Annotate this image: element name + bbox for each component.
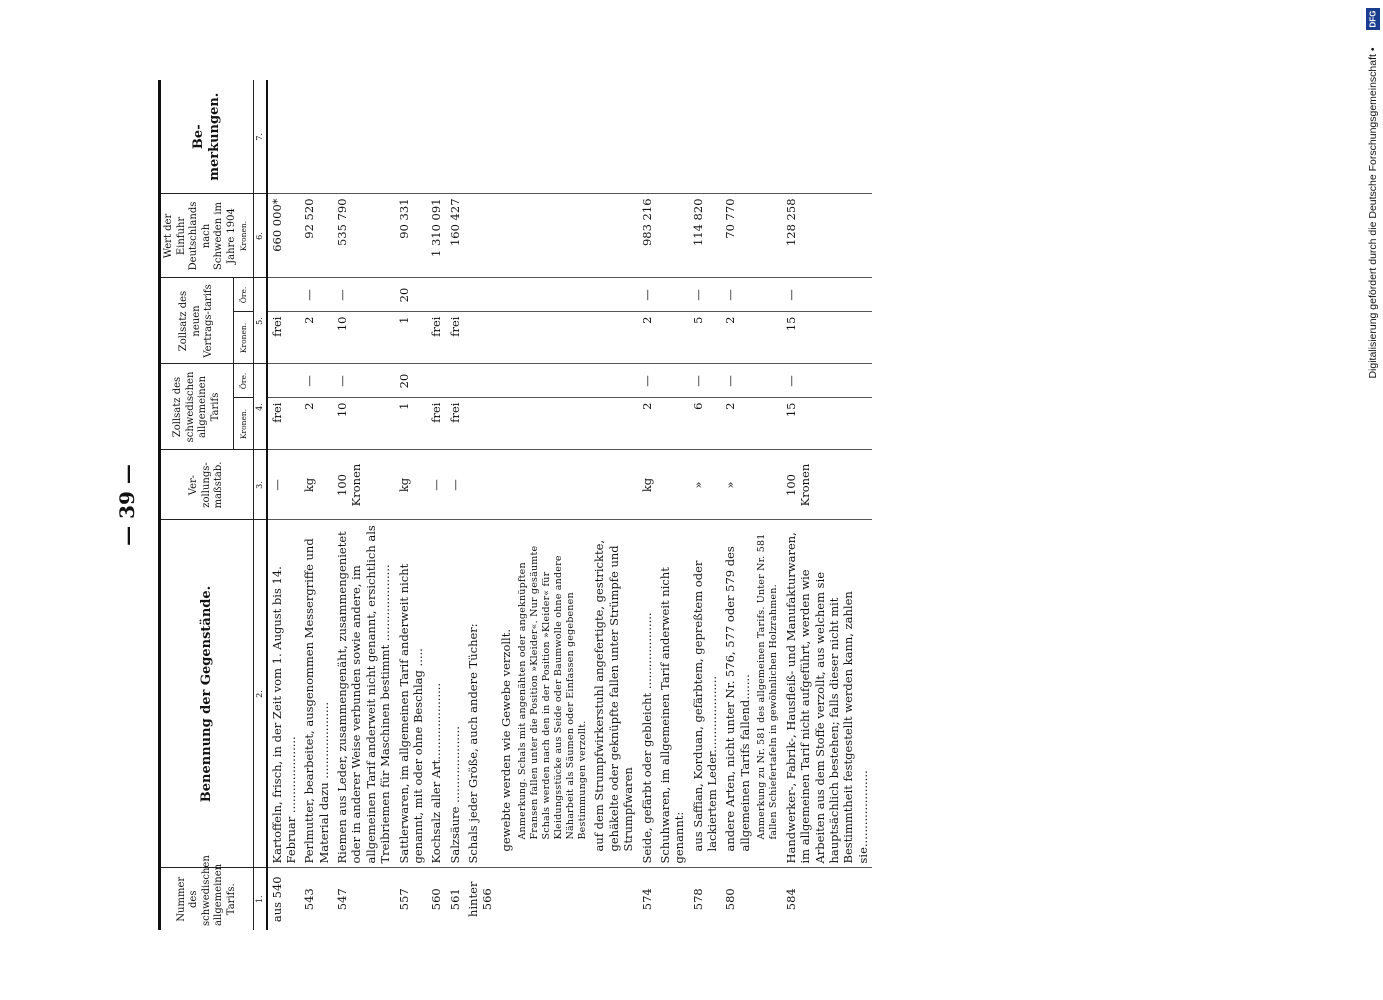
cell-unit — [656, 450, 689, 520]
cell-remarks — [267, 80, 301, 194]
cell-unit — [590, 450, 637, 520]
cell-import-value: 535 790 — [333, 194, 395, 278]
cell-unit — [515, 450, 590, 520]
cell-item-name: Riemen aus Leder, zusammengenäht, zusammengenietet oder in anderer Weise verbunden sowie andere, im allgemeinen Tarif anderweit nicht genannt, ersichtlich als Treibriemen für Maschinen bestimmt ..................... — [333, 520, 395, 868]
cell-general-oere — [464, 364, 497, 398]
table-row — [267, 80, 301, 930]
cell-unit: » — [689, 450, 722, 520]
cell-import-value: 90 331 — [395, 194, 428, 278]
cell-general-kronen: 2 — [721, 398, 754, 450]
cell-item-name: Handwerker-, Fabrik-, Hausfleiß- und Manufakturwaren, im allgemeinen Tarif nicht aufgeführt, werden wie Arbeiten aus dem Stoffe verzollt, aus welchem sie hauptsächlich bestehen; falls dieser nicht mit Bestimmtheit festgestellt werden kann, zahlen sie..................... — [782, 520, 872, 868]
cell-import-value — [590, 194, 637, 278]
cell-general-oere: — — [638, 364, 656, 398]
cell-unit — [754, 450, 782, 520]
table-row — [497, 80, 515, 930]
cell-general-kronen — [497, 398, 515, 450]
cell-general-kronen: 2 — [300, 398, 333, 450]
header-treaty-oere: Öre. — [234, 278, 253, 312]
colnum-5: 5. — [253, 278, 267, 364]
cell-tariff-number: 547 — [333, 868, 395, 930]
cell-remarks — [333, 80, 395, 194]
cell-treaty-oere — [754, 278, 782, 312]
cell-import-value: 114 820 — [689, 194, 722, 278]
cell-import-value: 70 770 — [721, 194, 754, 278]
cell-treaty-kronen — [754, 312, 782, 364]
cell-general-oere: — — [721, 364, 754, 398]
header-tariff-number: Nummer des schwedischen allgemeinen Tarifs. — [160, 868, 254, 930]
table-row — [333, 80, 395, 930]
cell-treaty-oere — [656, 278, 689, 312]
cell-treaty-oere: — — [689, 278, 722, 312]
cell-general-oere: — — [689, 364, 722, 398]
cell-unit: — — [427, 450, 445, 520]
cell-treaty-oere: 20 — [395, 278, 428, 312]
cell-item-name: Salzsäure ..................... — [446, 520, 464, 868]
cell-item-name: Schals jeder Größe, auch andere Tücher: — [464, 520, 497, 868]
cell-general-kronen: 1 — [395, 398, 428, 450]
cell-tariff-number — [656, 868, 689, 930]
cell-general-kronen: frei — [427, 398, 445, 450]
cell-treaty-kronen — [515, 312, 590, 364]
cell-treaty-kronen: 1 — [395, 312, 428, 364]
cell-item-name: Kochsalz aller Art..................... — [427, 520, 445, 868]
header-treaty-kronen: Kronen. — [234, 312, 253, 364]
cell-treaty-kronen: 2 — [721, 312, 754, 364]
cell-remarks — [446, 80, 464, 194]
cell-treaty-oere — [267, 278, 301, 312]
cell-item-name: Perlmutter, bearbeitet, ausgenommen Messergriffe und Material dazu ..................... — [300, 520, 333, 868]
cell-import-value: 128 258 — [782, 194, 872, 278]
cell-unit: 100 Kronen — [333, 450, 395, 520]
cell-unit — [497, 450, 515, 520]
cell-general-kronen — [464, 398, 497, 450]
cell-tariff-number: 561 — [446, 868, 464, 930]
cell-treaty-oere: — — [333, 278, 395, 312]
cell-general-oere — [656, 364, 689, 398]
cell-general-oere — [515, 364, 590, 398]
cell-treaty-oere — [497, 278, 515, 312]
cell-item-name: Sattlerwaren, im allgemeinen Tarif anderweit nicht genannt, mit oder ohne Beschlag ..... — [395, 520, 428, 868]
cell-treaty-kronen — [497, 312, 515, 364]
header-row — [160, 80, 234, 930]
cell-general-oere — [590, 364, 637, 398]
cell-general-oere: — — [782, 364, 872, 398]
cell-import-value — [754, 194, 782, 278]
cell-treaty-oere — [590, 278, 637, 312]
cell-import-value: 1 310 091 — [427, 194, 445, 278]
cell-remarks — [590, 80, 637, 194]
cell-import-value — [497, 194, 515, 278]
cell-treaty-oere: — — [638, 278, 656, 312]
table-row — [689, 80, 722, 930]
table-row — [754, 80, 782, 930]
tariff-table — [158, 80, 872, 930]
colnum-6: 6. — [253, 194, 267, 278]
cell-treaty-kronen: 5 — [689, 312, 722, 364]
table-row — [515, 80, 590, 930]
cell-general-oere — [267, 364, 301, 398]
cell-general-oere: — — [333, 364, 395, 398]
cell-treaty-kronen: 10 — [333, 312, 395, 364]
cell-tariff-number: 543 — [300, 868, 333, 930]
cell-item-name: gewebte werden wie Gewebe verzollt. — [497, 520, 515, 868]
colnum-3: 3. — [253, 450, 267, 520]
cell-treaty-kronen: frei — [446, 312, 464, 364]
cell-tariff-number: 557 — [395, 868, 428, 930]
header-remarks: Be-merkungen. — [160, 80, 254, 194]
cell-general-kronen: 2 — [638, 398, 656, 450]
cell-remarks — [515, 80, 590, 194]
cell-treaty-oere: — — [782, 278, 872, 312]
table-row — [464, 80, 497, 930]
cell-general-oere — [446, 364, 464, 398]
cell-remarks — [427, 80, 445, 194]
cell-unit: — — [267, 450, 301, 520]
colnum-4: 4. — [253, 364, 267, 450]
cell-tariff-number: 580 — [721, 868, 754, 930]
cell-remarks — [754, 80, 782, 194]
cell-item-name: aus Saffian, Korduan, gefärbtem, gepreßtem oder lackiertem Leder..................... — [689, 520, 722, 868]
cell-general-kronen: 10 — [333, 398, 395, 450]
table-row — [782, 80, 872, 930]
header-import-value-kronen: Kronen. — [239, 220, 248, 252]
cell-tariff-number — [497, 868, 515, 930]
cell-remarks — [464, 80, 497, 194]
table-row — [590, 80, 637, 930]
column-number-row — [253, 80, 267, 930]
page-number — [112, 440, 142, 570]
colnum-2: 2. — [253, 520, 267, 868]
cell-tariff-number: 584 — [782, 868, 872, 930]
cell-tariff-number: 574 — [638, 868, 656, 930]
header-treaty-duty: Zollsatz des neuen Vertrags-tarifs — [160, 278, 234, 364]
cell-general-kronen — [515, 398, 590, 450]
cell-treaty-kronen — [656, 312, 689, 364]
cell-general-oere: — — [300, 364, 333, 398]
cell-remarks — [656, 80, 689, 194]
cell-tariff-number: aus 540 — [267, 868, 301, 930]
cell-unit — [464, 450, 497, 520]
cell-treaty-oere: — — [300, 278, 333, 312]
cell-general-kronen: frei — [446, 398, 464, 450]
cell-general-oere — [427, 364, 445, 398]
cell-tariff-number — [754, 868, 782, 930]
cell-import-value — [656, 194, 689, 278]
credit-text: Digitalisierung gefördert durch die Deutsche Forschungsgemeinschaft • — [1367, 46, 1379, 379]
cell-treaty-kronen: frei — [267, 312, 301, 364]
cell-treaty-kronen: frei — [427, 312, 445, 364]
cell-treaty-kronen — [464, 312, 497, 364]
cell-item-name: Seide, gefärbt oder gebleicht ..................... — [638, 520, 656, 868]
cell-import-value — [515, 194, 590, 278]
cell-treaty-kronen: 15 — [782, 312, 872, 364]
tariff-table-rotated — [158, 80, 1243, 930]
cell-import-value: 160 427 — [446, 194, 464, 278]
cell-remarks — [497, 80, 515, 194]
colnum-7: 7. — [253, 80, 267, 194]
cell-general-kronen — [590, 398, 637, 450]
cell-tariff-number — [590, 868, 637, 930]
cell-remarks — [782, 80, 872, 194]
table-row — [638, 80, 656, 930]
cell-general-kronen — [656, 398, 689, 450]
table-row — [656, 80, 689, 930]
colnum-1: 1. — [253, 868, 267, 930]
cell-treaty-oere — [427, 278, 445, 312]
header-general-oere: Öre. — [234, 364, 253, 398]
cell-treaty-kronen: 2 — [638, 312, 656, 364]
table-row — [300, 80, 333, 930]
table-row — [446, 80, 464, 930]
cell-import-value: 660 000* — [267, 194, 301, 278]
cell-unit: kg — [395, 450, 428, 520]
cell-import-value: 983 216 — [638, 194, 656, 278]
cell-treaty-oere — [446, 278, 464, 312]
cell-item-name: auf dem Strumpfwirkerstuhl angefertigte, gestrickte, gehäkelte oder geknüpfte fallen unter Strümpfe und Strumpfwaren — [590, 520, 637, 868]
cell-unit: kg — [638, 450, 656, 520]
cell-treaty-oere — [464, 278, 497, 312]
cell-treaty-oere — [515, 278, 590, 312]
cell-treaty-kronen — [590, 312, 637, 364]
page-number-text: — 39 — — [115, 464, 139, 546]
table-body — [267, 80, 873, 930]
cell-tariff-number: hinter 566 — [464, 868, 497, 930]
cell-general-oere: 20 — [395, 364, 428, 398]
header-item-name: Benennung der Gegenstände. — [160, 520, 254, 868]
cell-remarks — [300, 80, 333, 194]
cell-general-kronen — [754, 398, 782, 450]
cell-remarks — [395, 80, 428, 194]
header-import-value — [160, 194, 254, 278]
cell-item-name: Anmerkung zu Nr. 581 des allgemeinen Tarifs. Unter Nr. 581 fallen Schiefertafeln in gewöhnlichen Holzrahmen. — [754, 520, 782, 868]
cell-unit: — — [446, 450, 464, 520]
header-import-value-text: Wert der Einfuhr Deutschlands nach Schweden im Jahre 1904 — [163, 201, 237, 271]
cell-tariff-number: 560 — [427, 868, 445, 930]
cell-general-kronen: 15 — [782, 398, 872, 450]
table-row — [395, 80, 428, 930]
cell-item-name: Schuhwaren, im allgemeinen Tarif anderweit nicht genannt: — [656, 520, 689, 868]
cell-import-value: 92 520 — [300, 194, 333, 278]
table-row — [427, 80, 445, 930]
cell-remarks — [638, 80, 656, 194]
cell-general-kronen: frei — [267, 398, 301, 450]
cell-remarks — [689, 80, 722, 194]
cell-unit: » — [721, 450, 754, 520]
cell-item-name: Kartoffeln, frisch, in der Zeit vom 1. August bis 14. Februar ..................... — [267, 520, 301, 868]
cell-tariff-number — [515, 868, 590, 930]
cell-treaty-oere: — — [721, 278, 754, 312]
digitization-credit — [1362, 8, 1383, 393]
cell-unit: 100 Kronen — [782, 450, 872, 520]
cell-general-oere — [754, 364, 782, 398]
header-general-duty: Zollsatz des schwedischen allgemeinen Tarifs — [160, 364, 234, 450]
cell-unit: kg — [300, 450, 333, 520]
cell-general-oere — [497, 364, 515, 398]
cell-treaty-kronen: 2 — [300, 312, 333, 364]
table-row — [721, 80, 754, 930]
cell-general-kronen: 6 — [689, 398, 722, 450]
cell-item-name: andere Arten, nicht unter Nr. 576, 577 oder 579 des allgemeinen Tarifs fallend....... — [721, 520, 754, 868]
header-general-kronen: Kronen. — [234, 398, 253, 450]
header-unit: Ver-zollungs-maßstab. — [160, 450, 254, 520]
dfg-logo: DFG — [1366, 8, 1380, 30]
cell-remarks — [721, 80, 754, 194]
cell-item-name: Anmerkung. Schals mit angenähten oder angeknüpften Fransen fallen unter die Position »Kleider«. Nur gesäumte Schals werden nach den in der Position »Kleider« für Kleidungsstücke aus Seide oder Baumwolle ohne andere Näharbeit als Säumen oder Einfassen gegebenen Bestimmungen verzollt. — [515, 520, 590, 868]
cell-tariff-number: 578 — [689, 868, 722, 930]
cell-import-value — [464, 194, 497, 278]
